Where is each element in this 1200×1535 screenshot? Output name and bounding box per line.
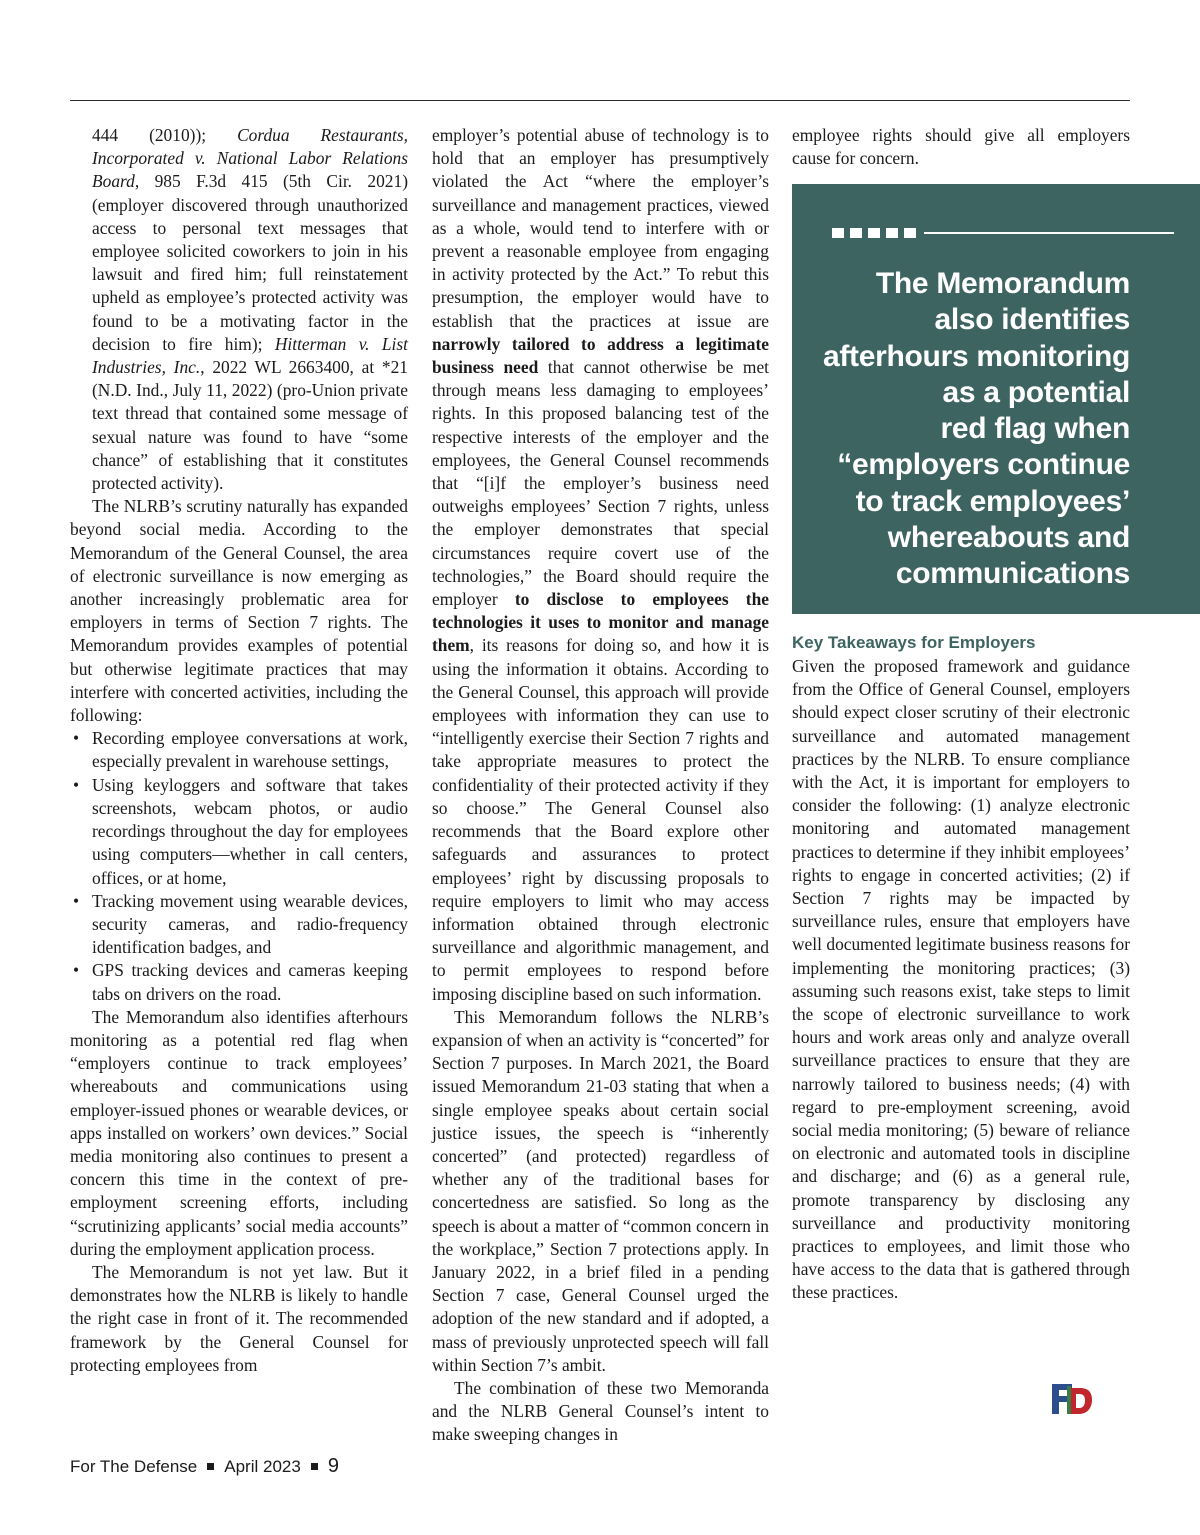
footer-separator [207, 1463, 214, 1470]
key-takeaways-body: Given the proposed framework and guidance from the Office of General Counsel, employers should expect closer scrutiny of their electronic surveillance and automated management practices by the NLRB. To ensure compliance with the Act, it is important for employers to consider the following: (1) analyze electronic monitoring and automated management practices to determine if they inhibit employees’ rights to engage in concerted activities; (2) if Section 7 rights may be impacted by surveillance rules, ensure that employers have well documented legitimate business reasons for implementing the monitoring practices; (3) assuming such reasons exist, take steps to limit the scope of electronic surveillance to work hours and work areas only and analyze overall surveillance practices to ensure that they are narrowly tailored to business needs; (4) with regard to pre-employment screening, avoid social media monitoring; (5) beware of reliance on electronic and automated tools in discipline and discharge; and (6) as a general rule, promote transparency by disclosing any surveillance and productivity monitoring practices to employees, and limit those who have access to the data that is gathered through these practices. [792, 656, 1130, 1303]
text-run: that cannot otherwise be met through means less damaging to employees’ rights. In this proposed balancing test of the respective interests of the employer and the employees, the General Counsel recommends that “[i]f the employer’s business need outweighs employees’ Section 7 rights, unless the employer demonstrates that special circumstances require covert use of the technologies,” the Board should require the employer [432, 357, 770, 610]
issue-date: April 2023 [224, 1456, 301, 1476]
case-name: Hitterman v. List Industries, Inc. [92, 333, 408, 378]
text-run: employer’s potential abuse of technology is to hold that an employer has presumptively violated the Act “where the employer’s surveillance and management practices, viewed as a whole, would tend to interfere with or prevent a reasonable employee from engaging in activity protected by the Act.” To rebut this presumption, the employer would have to establish that the practices at issue are [432, 125, 769, 331]
column-2 [432, 124, 769, 1447]
text-run: , 985 F.3d 415 (5th Cir. 2021) (employer discovered through unauthorized access to personal text messages that employee solicited coworkers to join in his lawsuit and fired him; full reinstatement upheld as employee’s protected activity was found to be a motivating factor in the decision to fire him); [92, 171, 408, 354]
decorative-bars [832, 228, 1174, 238]
surveillance-examples-list [70, 727, 408, 1005]
text-run: , its reasons for doing so, and how it is using the information it obtains. According to the General Counsel, this approach will provide employees with information they can use to “intelligently exercise their Section 7 rights and take appropriate measures to protect the confidentiality of their protected activity if they so choose.” The General Counsel also recommends that the Board explore other safeguards and assurances to protect employees’ right by discussing proposals to require employers to limit who may access information obtained through electronic surveillance and algorithmic management, and to permit employees to respond before imposing discipline based on such information. [432, 635, 769, 1004]
paragraph-concern: employee rights should give all employers cause for concern. [792, 125, 1130, 169]
footer-separator [311, 1463, 318, 1470]
pull-quote-box [792, 184, 1200, 614]
paragraph-not-yet-law: The Memorandum is not yet law. But it demonstrates how the NLRB is likely to handle the right case in front of it. The recommended framework by the General Counsel for protecting employees from [70, 1261, 408, 1375]
pull-quote-line: “employers continue [837, 448, 1130, 482]
pull-quote-line: communications [895, 557, 1130, 591]
pull-quote-line: red flag when [940, 412, 1130, 446]
case-name: Cordua Restaurants, Incorporated v. National Labor Relations Board [92, 125, 408, 192]
paragraph-afterhours: The Memorandum also identifies afterhours monitoring as a potential red flag when “employers continue to track employees’ whereabouts and communications using employer-issued phones or wearable devices, or apps installed on workers’ own devices.” Social media monitoring also continues to present a concern this time in the context of pre-employment screening efforts, including “scrutinizing applicants’ social media accounts” during the employment application process. [70, 1006, 408, 1259]
emphasis-text: narrowly tailored to address a legitimate business need [432, 333, 769, 378]
pull-quote-line: as a potential [942, 375, 1130, 409]
paragraph-scrutiny: The NLRB’s scrutiny naturally has expanded beyond social media. According to the Memorandum of the General Counsel, the area of electronic surveillance is now emerging as another increasingly problematic area for employers in terms of Section 7 rights. The Memorandum provides examples of potential but otherwise legitimate practices that may interfere with concerted activities, including the following: [70, 496, 408, 726]
list-item: • Recording employee conversations at work, especially prevalent in warehouse settings, [70, 727, 408, 773]
pull-quote-line: to track employees’ [855, 484, 1130, 518]
list-item: • GPS tracking devices and cameras keeping tabs on drivers on the road. [70, 959, 408, 1005]
pull-quote-line: afterhours monitoring [822, 339, 1130, 373]
page-footer [70, 1455, 339, 1478]
pull-quote-line: also identifies [934, 303, 1130, 337]
text-run: , 2022 WL 2663400, at *21 (N.D. Ind., July 11, 2022) (pro-Union private text thread that contained some message of sexual nature was found to have “some chance” of establishing that it constitutes protected activity). [92, 357, 409, 494]
publication-name: For The Defense [70, 1456, 198, 1476]
paragraph-citations [70, 124, 408, 495]
key-takeaways [792, 632, 1130, 1305]
emphasis-text: to disclose to employees the technologies it uses to monitor and manage them [432, 589, 769, 656]
text-run: 444 (2010)); [92, 125, 238, 145]
pull-quote-line: The Memorandum [875, 267, 1130, 300]
list-item: • Tracking movement using wearable devices, security cameras, and radio-frequency identification badges, and [70, 890, 408, 960]
pull-quote [800, 266, 1130, 593]
list-item: • Using keyloggers and software that takes screenshots, webcam photos, or audio recordings throughout the day for employees using computers—whether in call centers, offices, or at home, [70, 774, 408, 890]
pull-quote-line: whereabouts and [887, 521, 1130, 555]
top-rule [70, 100, 1130, 101]
column-1 [70, 124, 408, 1377]
ftd-logo-icon [1050, 1382, 1094, 1416]
paragraph-concerted: This Memorandum follows the NLRB’s expansion of when an activity is “concerted” for Section 7 purposes. In March 2021, the Board issued Memorandum 21-03 stating that when a single employee speaks about certain social justice issues, the speech is “inherently concerted” (and protected) regardless of whether any of the traditional bases for concertedness are satisfied. So long as the speech is about a matter of “common concern in the workplace,” Section 7 protections apply. In January 2022, in a brief filed in a pending Section 7 case, General Counsel urged the adoption of the new standard and if adopted, a mass of previously unprotected speech will fall within Section 7’s ambit. [432, 1006, 769, 1375]
paragraph-combination: The combination of these two Memoranda and the NLRB General Counsel’s intent to make sweeping changes in [432, 1377, 769, 1445]
paragraph-presumption [432, 124, 769, 1006]
key-takeaways-heading: Key Takeaways for Employers [792, 633, 1036, 652]
page-number: 9 [327, 1455, 339, 1477]
